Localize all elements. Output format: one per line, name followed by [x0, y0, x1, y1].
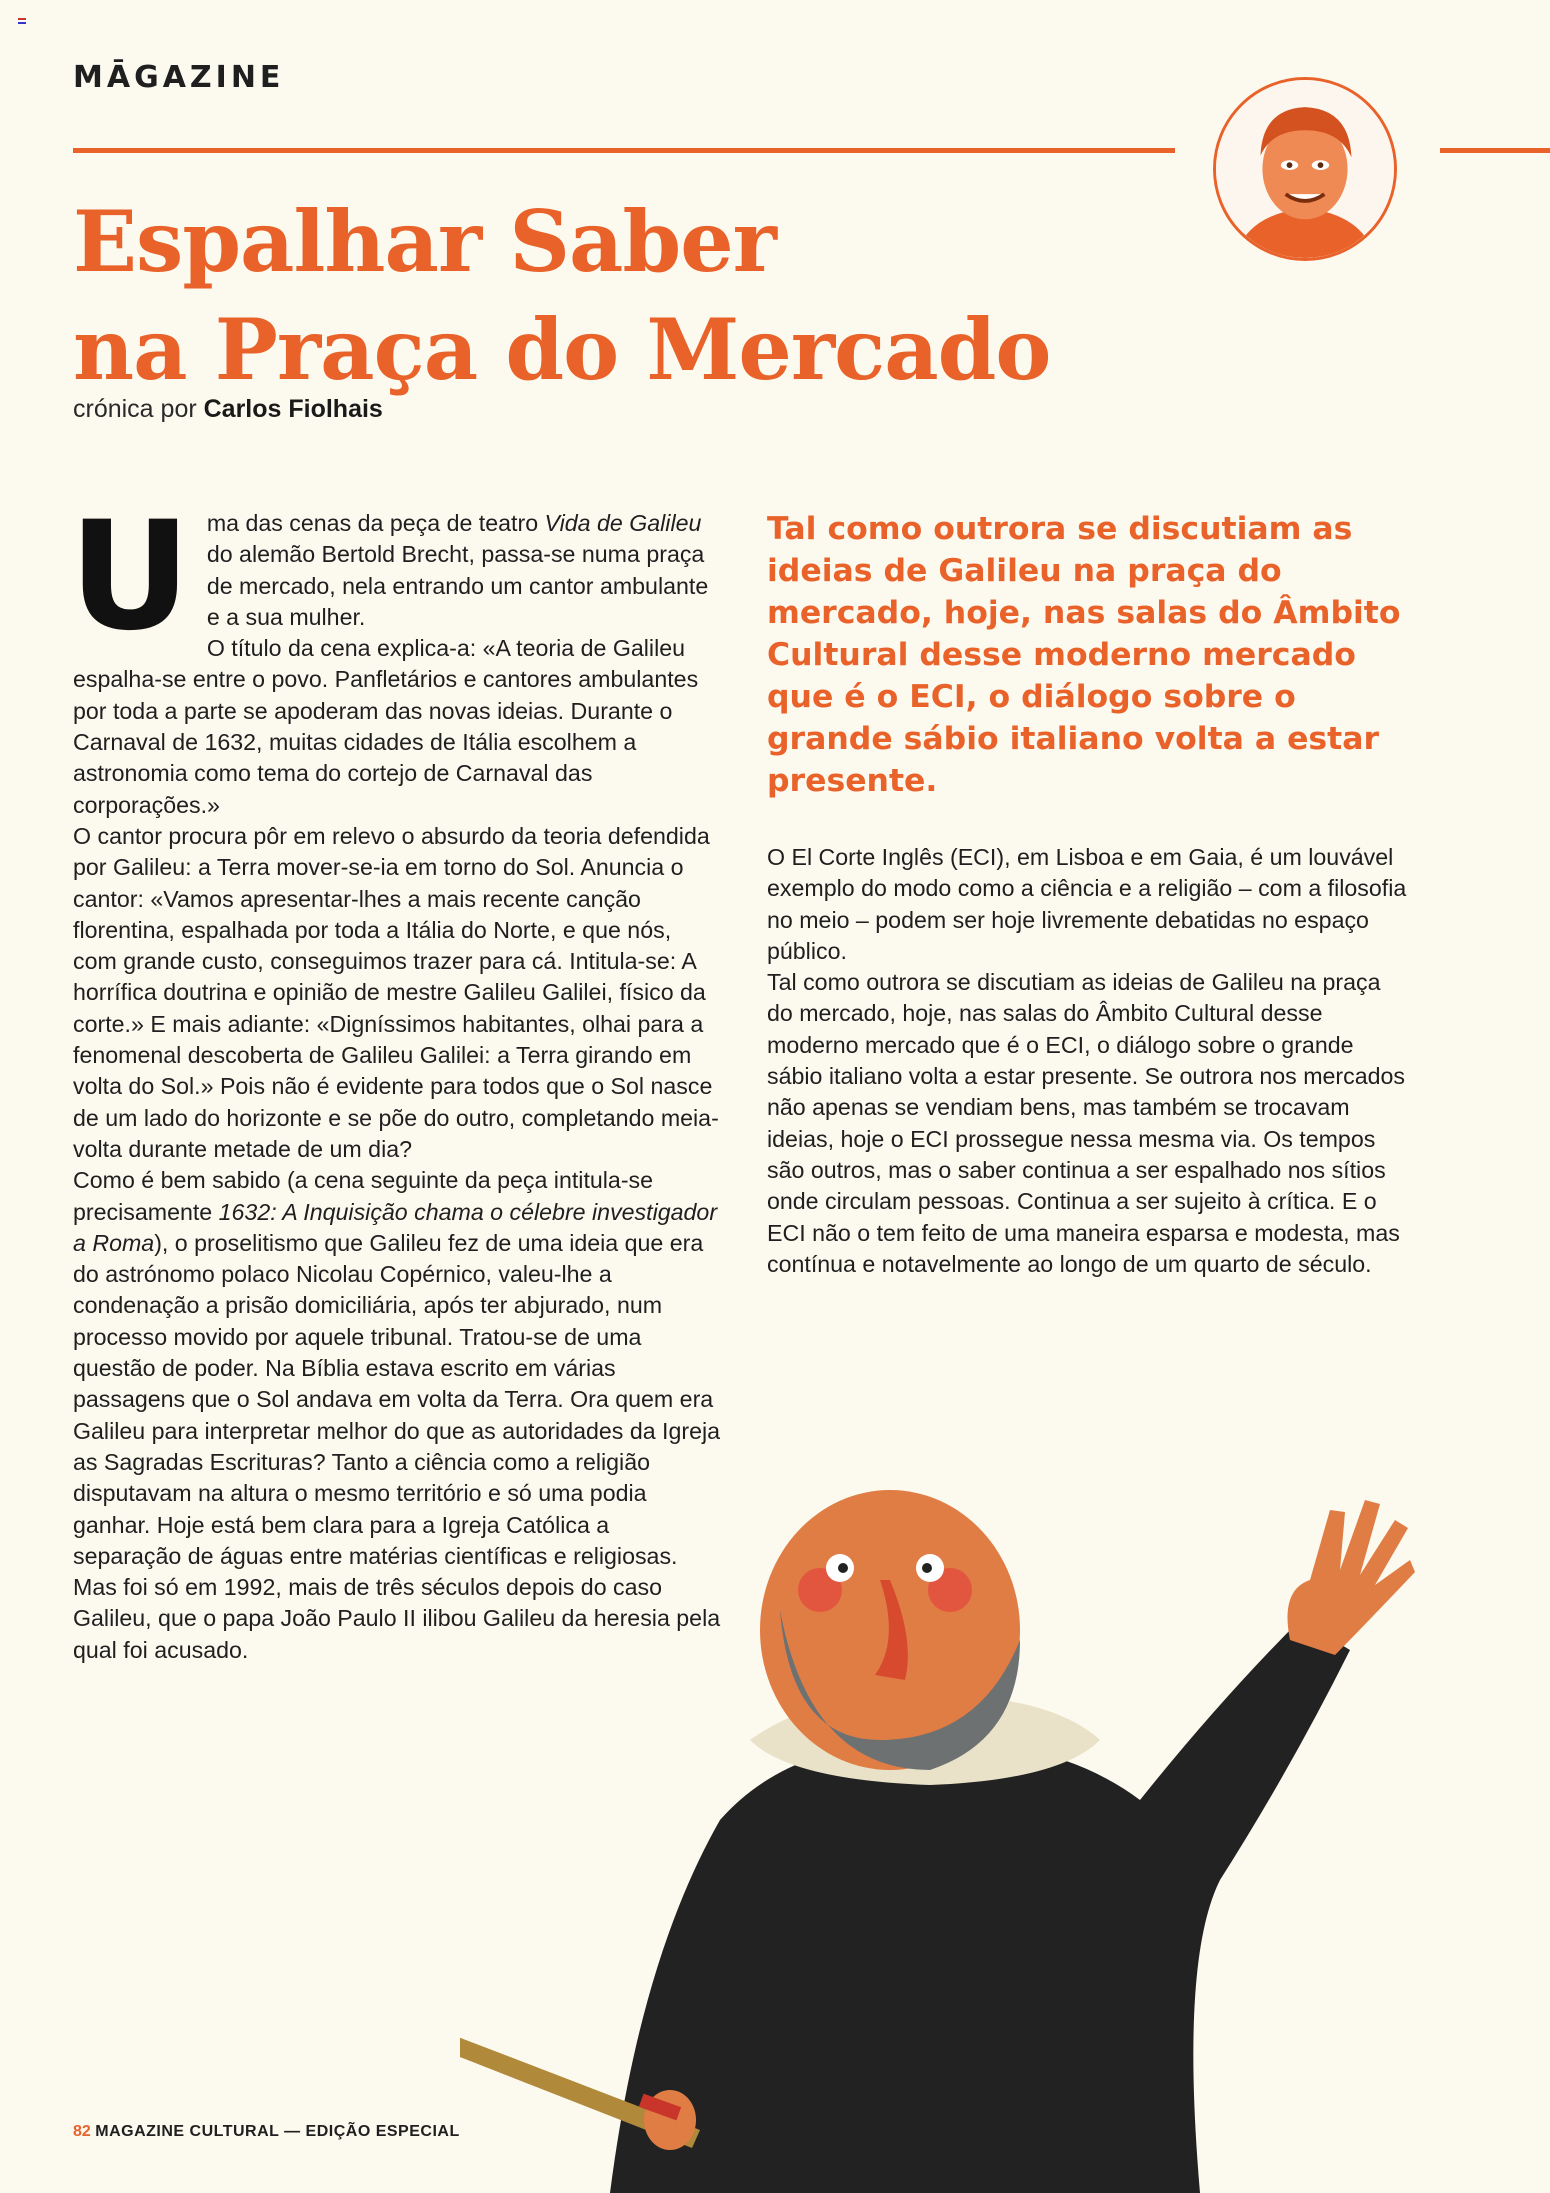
- title-line-2: na Praça do Mercado: [73, 300, 1051, 399]
- byline-author: Carlos Fiolhais: [203, 395, 383, 423]
- left-p1-text-b: do alemão Bertold Brecht, passa-se numa praça de mercado, nela entrando um cantor ambulante e a sua mulher.: [206, 541, 709, 630]
- left-paragraph-2: O título da cena explica-a: «A teoria de Galileu espalha-se entre o povo. Panfletários e cantores ambulantes por toda a parte se apoderam das novas ideias. Durante o Carnaval de 1632, muitas cidades de Itália escolhem a astronomia como tema do cortejo de Carnaval das corporações.»: [73, 635, 699, 818]
- byline-prefix: crónica por: [73, 395, 204, 423]
- right-paragraph-1: O El Corte Inglês (ECI), em Lisboa e em Gaia, é um louvável exemplo do modo como a ciência e a religião – com a filosofia no meio – podem ser hoje livremente debatidas no espaço público.: [767, 844, 1407, 964]
- header-rule-right: [1440, 148, 1550, 153]
- page-number: 82: [73, 2123, 91, 2140]
- left-p1-italic: Vida de Galileu: [544, 510, 702, 536]
- article-title: [73, 188, 1050, 404]
- flag-icon: [18, 18, 26, 24]
- left-paragraph-3: O cantor procura pôr em relevo o absurdo da teoria defendida por Galileu: a Terra mover-se-ia em torno do Sol. Anuncia o cantor: «Vamos apresentar-lhes a mais recente canção florentina, espalhada por toda a Itália do Norte, e que nós, com grande custo, conseguimos trazer para cá. Intitula-se: A horrífica doutrina e opinião de mestre Galileu Galilei, físico da corte.» E mais adiante: «Digníssimos habitantes, olhai para a fenomenal descoberta de Galileu Galilei: a Terra girando em volta do Sol.» Pois não é evidente para todos que o Sol nasce de um lado do horizonte e se põe do outro, completando meia-volta durante metade de um dia?: [73, 822, 719, 1162]
- left-p1-text-a: ma das cenas da peça de teatro: [206, 510, 545, 536]
- left-p4-italic: 1632: A Inquisição chama o célebre investigador a Roma: [73, 1198, 718, 1256]
- left-p4-text-a: Como é bem sabido (a cena seguinte da peça intitula-se precisamente: [73, 1167, 654, 1225]
- right-column: [767, 508, 1407, 1280]
- right-paragraph-2: Tal como outrora se discutiam as ideias de Galileu na praça do mercado, hoje, nas salas do Âmbito Cultural desse moderno mercado que é o ECI, o diálogo sobre o grande sábio italiano volta a estar presente. Se outrora nos mercados não apenas se vendiam bens, mas também se trocavam ideias, hoje o ECI prossegue nessa mesma via. Os tempos são outros, mas o saber continua a ser espalhado nos sítios onde circulam pessoas. Continua a ser sujeito à crítica. E o ECI não o tem feito de uma maneira esparsa e modesta, mas contínua e notavelmente ao longo de um quarto de século.: [767, 969, 1406, 1277]
- page-footer: [73, 2123, 460, 2141]
- pull-quote: Tal como outrora se discutiam as ideias de Galileu na praça do mercado, hoje, nas salas do Âmbito Cultural desse moderno mercado que é o ECI, o diálogo sobre o grande sábio italiano volta a estar presente.: [767, 511, 1401, 799]
- galileo-illustration: [460, 1440, 1550, 2193]
- byline: [73, 395, 383, 424]
- author-portrait: [1213, 77, 1397, 261]
- drop-cap: U: [69, 490, 191, 664]
- title-line-1: Espalhar Saber: [73, 192, 776, 291]
- right-body: [767, 842, 1407, 1280]
- header-rule-left: [73, 148, 1175, 153]
- left-p4-text-b: ), o proselitismo que Galileu fez de uma ideia que era do astrónomo polaco Nicolau Copérnico, valeu-lhe a condenação a prisão domiciliária, após ter abjurado, num processo movido por aquele tribunal. Tratou-se de uma questão de poder. Na Bíblia estava escrito em várias passagens que o Sol andava em volta da Terra. Ora quem era Galileu para interpretar melhor do que as autoridades da Igreja as Sagradas Escrituras? Tanto a ciência como a religião disputavam na altura o mesmo território e só uma podia ganhar. Hoje está bem clara para a Igreja Católica a separação de águas entre matérias científicas e religiosas. Mas foi só em 1992, mais de três séculos depois do caso Galileu, que o papa João Paulo II ilibou Galileu da heresia pela qual foi acusado.: [73, 1229, 721, 1663]
- magazine-brand: MĀGAZINE: [73, 60, 285, 95]
- publication-label: MAGAZINE CULTURAL — EDIÇÃO ESPECIAL: [95, 2123, 460, 2140]
